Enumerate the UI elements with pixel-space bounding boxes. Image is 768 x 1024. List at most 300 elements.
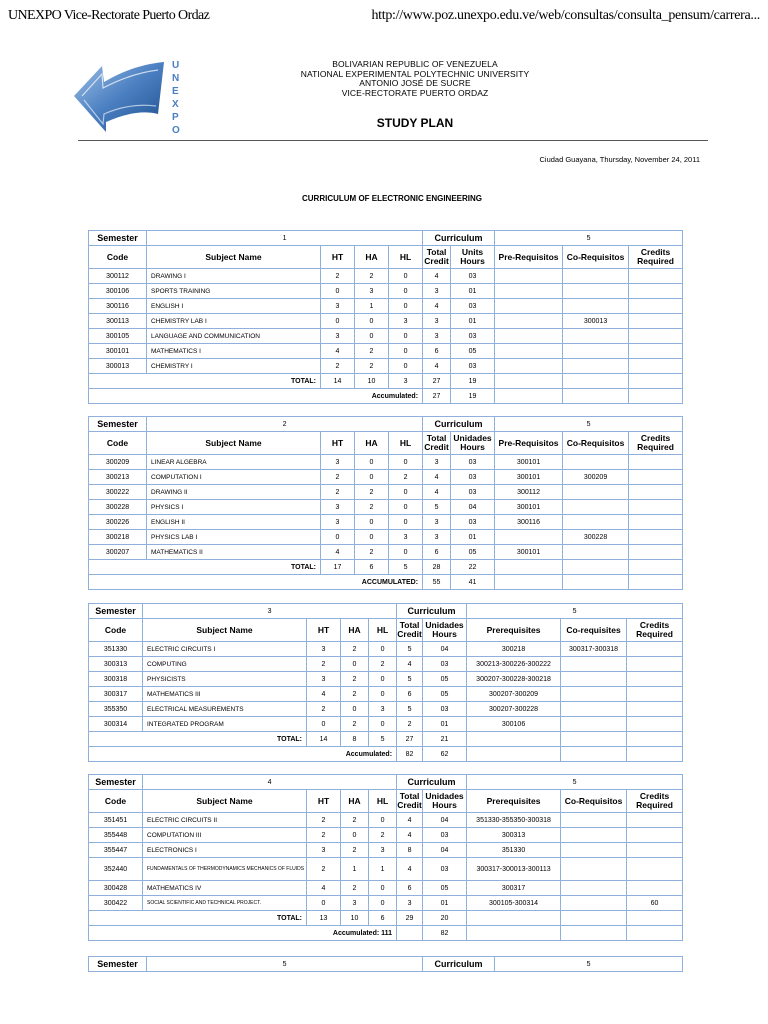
cell-subject: PHYSICISTS: [143, 672, 307, 687]
cell-hl: 0: [389, 329, 423, 344]
total-label: TOTAL:: [89, 732, 307, 747]
cell-prereq: 300213-300226-300222: [467, 657, 561, 672]
cell-hl: 0: [369, 813, 397, 828]
semester-label: Semester: [89, 604, 143, 619]
cell-ha: 0: [355, 470, 389, 485]
total-row: [89, 732, 683, 747]
table-row: [89, 314, 683, 329]
cell-hours: 03: [451, 515, 495, 530]
curriculum-label: Curriculum: [397, 604, 467, 619]
cell-credit: 3: [423, 455, 451, 470]
col-header: Units Hours: [451, 246, 495, 269]
cell-credit: 4: [397, 813, 423, 828]
cell-hl: 0: [389, 344, 423, 359]
curriculum-label: Curriculum: [423, 957, 495, 972]
cell-ht: 3: [321, 500, 355, 515]
cell-prereq: 300101: [495, 470, 563, 485]
cell-hl: 0: [369, 642, 397, 657]
cell-coreq: [561, 672, 627, 687]
col-header: HT: [307, 619, 341, 642]
cell-prereq: [495, 284, 563, 299]
cell-hours: 03: [451, 359, 495, 374]
cell-ht: 3: [307, 672, 341, 687]
cell-hours: 01: [451, 314, 495, 329]
semester-table: [88, 603, 683, 762]
cell-prereq: 300317-300013-300113: [467, 858, 561, 881]
col-header: Unidades Hours: [451, 432, 495, 455]
col-header: HT: [321, 432, 355, 455]
cell-coreq: [561, 717, 627, 732]
cell-credit: 2: [397, 717, 423, 732]
cell-ha: 2: [355, 359, 389, 374]
col-header: Unidades Hours: [423, 619, 467, 642]
cell-coreq: [561, 881, 627, 896]
cell-ht: 0: [321, 530, 355, 545]
cell-hours: 04: [423, 813, 467, 828]
total-label: TOTAL:: [89, 374, 321, 389]
cell-credit: 3: [423, 314, 451, 329]
cell-code: 300116: [89, 299, 147, 314]
divider: [78, 140, 708, 141]
cell-prereq: [495, 314, 563, 329]
cell-ha: 1: [355, 299, 389, 314]
semester-table: [88, 416, 683, 590]
institution-header: [270, 60, 560, 98]
col-header: HL: [389, 246, 423, 269]
curriculum-value: 5: [495, 417, 683, 432]
cell-credit: 4: [423, 269, 451, 284]
table-row: [89, 687, 683, 702]
cell-credits-required: [627, 858, 683, 881]
cell-credits-required: [629, 530, 683, 545]
col-header: HT: [307, 790, 341, 813]
col-header: HL: [369, 619, 397, 642]
cell-ht: 2: [321, 359, 355, 374]
cell-code: 300213: [89, 470, 147, 485]
cell-hl: 0: [389, 359, 423, 374]
cell-hl: 2: [389, 470, 423, 485]
accumulated-credit: 55: [423, 575, 451, 590]
col-header: HA: [341, 790, 369, 813]
total-credit: 27: [397, 732, 423, 747]
col-header: Credits Required: [627, 619, 683, 642]
cell-ht: 4: [321, 344, 355, 359]
cell-ha: 2: [355, 485, 389, 500]
cell-hours: 01: [423, 896, 467, 911]
cell-subject: COMPUTATION I: [147, 470, 321, 485]
semester-value: 3: [143, 604, 397, 619]
cell-hl: 0: [389, 269, 423, 284]
cell-ht: 2: [307, 657, 341, 672]
col-header: HA: [355, 246, 389, 269]
cell-hl: 2: [369, 828, 397, 843]
cell-prereq: 300313: [467, 828, 561, 843]
cell-ha: 3: [355, 284, 389, 299]
cell-subject: ENGLISH I: [147, 299, 321, 314]
total-credit: 27: [423, 374, 451, 389]
total-ht: 17: [321, 560, 355, 575]
cell-code: 300209: [89, 455, 147, 470]
table-row: [89, 657, 683, 672]
col-header: Prerequisites: [467, 619, 561, 642]
cell-prereq: 300101: [495, 455, 563, 470]
cell-code: 355448: [89, 828, 143, 843]
cell-ht: 4: [321, 545, 355, 560]
cell-ht: 0: [307, 717, 341, 732]
cell-subject: ELECTRICAL MEASUREMENTS: [143, 702, 307, 717]
cell-ht: 3: [321, 329, 355, 344]
cell-hl: 0: [389, 299, 423, 314]
cell-ht: 0: [321, 314, 355, 329]
cell-code: 300313: [89, 657, 143, 672]
semester-value: 2: [147, 417, 423, 432]
cell-code: 300228: [89, 500, 147, 515]
cell-credit: 5: [397, 702, 423, 717]
cell-credit: 6: [423, 344, 451, 359]
accumulated-hours: 41: [451, 575, 495, 590]
cell-ha: 0: [355, 329, 389, 344]
table-row: [89, 828, 683, 843]
cell-hours: 05: [451, 545, 495, 560]
cell-credits-required: [627, 687, 683, 702]
cell-hours: 01: [423, 717, 467, 732]
total-hl: 5: [369, 732, 397, 747]
cell-credits-required: [627, 828, 683, 843]
semester-table: [88, 956, 683, 972]
cell-credits-required: [627, 717, 683, 732]
cell-hl: 0: [389, 545, 423, 560]
cell-coreq: [561, 813, 627, 828]
cell-credits-required: [629, 359, 683, 374]
cell-ha: 0: [341, 702, 369, 717]
col-header: Credits Required: [629, 432, 683, 455]
total-ht: 13: [307, 911, 341, 926]
total-row: [89, 374, 683, 389]
col-header: Subject Name: [143, 619, 307, 642]
cell-credit: 4: [423, 299, 451, 314]
cell-code: 300222: [89, 485, 147, 500]
cell-hl: 0: [389, 515, 423, 530]
semester-table: [88, 230, 683, 404]
table-row: [89, 485, 683, 500]
cell-credit: 6: [423, 545, 451, 560]
total-ht: 14: [321, 374, 355, 389]
col-header: Credits Required: [629, 246, 683, 269]
table-row: [89, 344, 683, 359]
cell-credit: 6: [397, 687, 423, 702]
cell-subject: MATHEMATICS I: [147, 344, 321, 359]
cell-hours: 05: [423, 687, 467, 702]
semester-value: 5: [147, 957, 423, 972]
total-ha: 10: [355, 374, 389, 389]
cell-prereq: 300112: [495, 485, 563, 500]
col-header: Unidades Hours: [423, 790, 467, 813]
cell-credits-required: [629, 545, 683, 560]
cell-prereq: 351330: [467, 843, 561, 858]
cell-code: 300105: [89, 329, 147, 344]
col-header: Co-Requisitos: [563, 432, 629, 455]
accumulated-credit: 82: [397, 747, 423, 762]
cell-credits-required: [629, 329, 683, 344]
header-line-4: VICE-RECTORATE PUERTO ORDAZ: [341, 87, 489, 98]
cell-credit: 3: [423, 329, 451, 344]
table-row: [89, 470, 683, 485]
col-header: Code: [89, 246, 147, 269]
cell-credit: 4: [423, 485, 451, 500]
cell-subject: SOCIAL SCIENTIFIC AND TECHNICAL PROJECT.: [143, 896, 307, 911]
total-label: TOTAL:: [89, 911, 307, 926]
table-row: [89, 500, 683, 515]
cell-coreq: [563, 485, 629, 500]
cell-credits-required: 60: [627, 896, 683, 911]
cell-prereq: 351330-355350-300318: [467, 813, 561, 828]
cell-hours: 03: [423, 657, 467, 672]
cell-hl: 0: [369, 717, 397, 732]
cell-subject: COMPUTING: [143, 657, 307, 672]
cell-coreq: [561, 858, 627, 881]
cell-code: 351451: [89, 813, 143, 828]
cell-ha: 2: [355, 500, 389, 515]
semester-label: Semester: [89, 957, 147, 972]
cell-ht: 2: [321, 269, 355, 284]
curriculum-value: 5: [467, 775, 683, 790]
cell-hours: 04: [423, 642, 467, 657]
cell-ha: 0: [341, 657, 369, 672]
cell-credit: 3: [423, 530, 451, 545]
cell-ht: 2: [321, 485, 355, 500]
cell-subject: ELECTRONICS I: [143, 843, 307, 858]
cell-ha: 2: [341, 687, 369, 702]
cell-code: 300207: [89, 545, 147, 560]
cell-ht: 2: [307, 702, 341, 717]
cell-subject: MATHEMATICS II: [147, 545, 321, 560]
total-label: TOTAL:: [89, 560, 321, 575]
cell-hl: 0: [389, 284, 423, 299]
col-header: Co-requisites: [561, 619, 627, 642]
cell-credit: 3: [423, 284, 451, 299]
cell-prereq: [495, 530, 563, 545]
cell-subject: PHYSICS I: [147, 500, 321, 515]
page-title: STUDY PLAN: [376, 116, 454, 130]
cell-hours: 04: [451, 500, 495, 515]
semester-value: 4: [143, 775, 397, 790]
cell-prereq: 300101: [495, 500, 563, 515]
accumulated-label: Accumulated:: [89, 389, 423, 404]
cell-subject: MATHEMATICS IV: [143, 881, 307, 896]
cell-ha: 0: [355, 515, 389, 530]
cell-ht: 3: [321, 455, 355, 470]
cell-code: 300226: [89, 515, 147, 530]
cell-code: 300317: [89, 687, 143, 702]
cell-coreq: [561, 843, 627, 858]
col-header: HL: [369, 790, 397, 813]
table-row: [89, 843, 683, 858]
cell-credit: 8: [397, 843, 423, 858]
semester-label: Semester: [89, 231, 147, 246]
table-row: [89, 642, 683, 657]
col-header: Total Credit: [423, 432, 451, 455]
col-header: Total Credit: [397, 790, 423, 813]
cell-subject: ELECTRIC CIRCUITS I: [143, 642, 307, 657]
curriculum-value: 5: [495, 231, 683, 246]
cell-prereq: 300207-300228: [467, 702, 561, 717]
cell-credits-required: [629, 269, 683, 284]
accumulated-credit: 27: [423, 389, 451, 404]
cell-ha: 0: [355, 530, 389, 545]
cell-ht: 2: [307, 813, 341, 828]
cell-credit: 5: [397, 672, 423, 687]
cell-code: 352440: [89, 858, 143, 881]
total-hl: 3: [389, 374, 423, 389]
cell-ha: 2: [341, 843, 369, 858]
table-row: [89, 515, 683, 530]
accumulated-hours: 82: [423, 926, 467, 941]
table-row: [89, 269, 683, 284]
total-row: [89, 911, 683, 926]
col-header: Pre-Requisitos: [495, 246, 563, 269]
total-hours: 19: [451, 374, 495, 389]
cell-hours: 05: [423, 881, 467, 896]
cell-ha: 0: [355, 455, 389, 470]
cell-coreq: 300013: [563, 314, 629, 329]
svg-text:P: P: [172, 112, 179, 123]
cell-coreq: [563, 299, 629, 314]
table-row: [89, 299, 683, 314]
cell-credit: 4: [423, 359, 451, 374]
cell-hl: 3: [389, 314, 423, 329]
cell-subject: ELECTRIC CIRCUITS II: [143, 813, 307, 828]
curriculum-label: Curriculum: [397, 775, 467, 790]
curriculum-value: 5: [495, 957, 683, 972]
header-line-2: NATIONAL EXPERIMENTAL POLYTECHNIC UNIVERSITY: [300, 68, 530, 79]
total-credit: 28: [423, 560, 451, 575]
cell-hours: 01: [451, 284, 495, 299]
curriculum-label: Curriculum: [423, 231, 495, 246]
col-header: HA: [355, 432, 389, 455]
cell-hl: 0: [369, 881, 397, 896]
cell-code: 300218: [89, 530, 147, 545]
col-header: Total Credit: [423, 246, 451, 269]
cell-code: 300106: [89, 284, 147, 299]
cell-ha: 0: [341, 828, 369, 843]
cell-credit: 5: [397, 642, 423, 657]
cell-ha: 2: [341, 672, 369, 687]
cell-subject: COMPUTATION III: [143, 828, 307, 843]
cell-prereq: 300101: [495, 545, 563, 560]
cell-ha: 2: [341, 642, 369, 657]
table-row: [89, 329, 683, 344]
cell-code: 351330: [89, 642, 143, 657]
cell-hl: 0: [389, 485, 423, 500]
cell-subject: CHEMISTRY I: [147, 359, 321, 374]
table-row: [89, 545, 683, 560]
accumulated-row: [89, 575, 683, 590]
cell-coreq: [561, 828, 627, 843]
cell-hl: 3: [389, 530, 423, 545]
table-row: [89, 359, 683, 374]
cell-prereq: [495, 269, 563, 284]
cell-code: 300428: [89, 881, 143, 896]
total-hours: 21: [423, 732, 467, 747]
table-row: [89, 702, 683, 717]
cell-ha: 2: [355, 344, 389, 359]
logo-arrow-shape: [74, 62, 164, 132]
table-row: [89, 284, 683, 299]
cell-credits-required: [627, 672, 683, 687]
cell-credit: 5: [423, 500, 451, 515]
cell-coreq: [563, 269, 629, 284]
cell-credits-required: [627, 642, 683, 657]
cell-prereq: 300207-300209: [467, 687, 561, 702]
cell-coreq: [563, 500, 629, 515]
cell-coreq: [563, 284, 629, 299]
cell-credit: 6: [397, 881, 423, 896]
cell-credits-required: [629, 314, 683, 329]
cell-hl: 1: [369, 858, 397, 881]
cell-subject: FUNDAMENTALS OF THERMODYNAMICS MECHANICS OF FLUIDS: [143, 858, 307, 881]
cell-prereq: [495, 359, 563, 374]
cell-coreq: 300317-300318: [561, 642, 627, 657]
col-header: Code: [89, 619, 143, 642]
svg-text:X: X: [172, 99, 179, 110]
accumulated-row: [89, 747, 683, 762]
cell-coreq: [563, 359, 629, 374]
total-hours: 22: [451, 560, 495, 575]
cell-coreq: [563, 344, 629, 359]
col-header: Code: [89, 432, 147, 455]
cell-ha: 2: [355, 269, 389, 284]
cell-coreq: [563, 329, 629, 344]
col-header: Subject Name: [147, 246, 321, 269]
print-header-title: UNEXPO Vice-Rectorate Puerto Ordaz: [8, 8, 210, 23]
cell-ht: 3: [321, 299, 355, 314]
cell-subject: PHYSICS LAB I: [147, 530, 321, 545]
svg-text:E: E: [172, 86, 179, 97]
semester-label: Semester: [89, 417, 147, 432]
cell-ha: 3: [341, 896, 369, 911]
print-header: [8, 8, 760, 28]
cell-hl: 0: [389, 500, 423, 515]
cell-subject: LANGUAGE AND COMMUNICATION: [147, 329, 321, 344]
table-row: [89, 717, 683, 732]
cell-coreq: [561, 896, 627, 911]
cell-prereq: 300218: [467, 642, 561, 657]
table-row: [89, 881, 683, 896]
col-header: Pre-Requisitos: [495, 432, 563, 455]
cell-credit: 4: [397, 657, 423, 672]
cell-ha: 2: [355, 545, 389, 560]
cell-ht: 2: [307, 828, 341, 843]
cell-credits-required: [629, 500, 683, 515]
svg-text:O: O: [172, 125, 180, 136]
semester-label: Semester: [89, 775, 143, 790]
table-row: [89, 455, 683, 470]
cell-coreq: [563, 545, 629, 560]
cell-credits-required: [627, 881, 683, 896]
cell-code: 300314: [89, 717, 143, 732]
cell-credits-required: [629, 284, 683, 299]
cell-hl: 0: [369, 687, 397, 702]
col-header: Co-Requisitos: [563, 246, 629, 269]
table-row: [89, 672, 683, 687]
cell-hours: 03: [451, 269, 495, 284]
date-line: Ciudad Guayana, Thursday, November 24, 2011: [539, 155, 700, 164]
total-row: [89, 560, 683, 575]
cell-hours: 03: [451, 485, 495, 500]
total-ha: 10: [341, 911, 369, 926]
cell-credit: 4: [397, 828, 423, 843]
accumulated-row: [89, 389, 683, 404]
